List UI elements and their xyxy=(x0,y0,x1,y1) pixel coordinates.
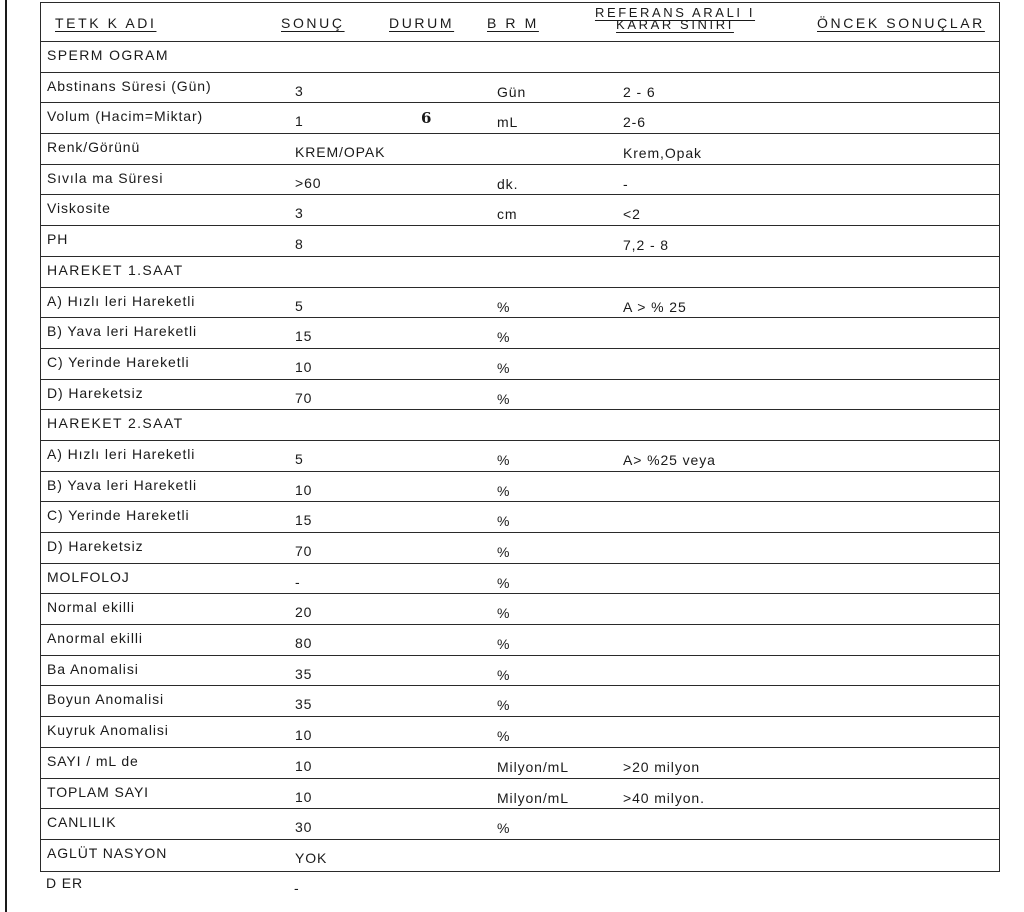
cell-result: 70 xyxy=(295,543,313,559)
table-row xyxy=(41,318,999,349)
cell-reference: Krem,Opak xyxy=(623,145,702,162)
cell-result: 15 xyxy=(295,512,313,529)
cell-test-name: A) Hızlı leri Hareketli xyxy=(47,292,196,309)
cell-unit: Milyon/mL xyxy=(497,758,569,775)
table-row xyxy=(41,288,999,319)
cell-result: 1 xyxy=(295,113,304,130)
cell-unit: % xyxy=(497,666,511,683)
cell-result: 80 xyxy=(295,635,313,652)
cell-test-name: SPERM OGRAM xyxy=(47,47,169,63)
table-row xyxy=(41,226,999,257)
cell-test-name: Normal ekilli xyxy=(47,599,135,616)
cell-test-name: Volum (Hacim=Miktar) xyxy=(47,108,204,125)
table-row xyxy=(41,502,999,533)
cell-test-name: D) Hareketsiz xyxy=(47,384,144,401)
table-row xyxy=(41,594,999,625)
cell-test-name: Abstinans Süresi (Gün) xyxy=(47,77,212,94)
cell-result: 35 xyxy=(295,696,313,713)
cell-reference: >40 milyon. xyxy=(623,789,705,806)
cell-test-name: Sıvıla ma Süresi xyxy=(47,169,164,186)
cell-test-name: B) Yava leri Hareketli xyxy=(47,476,197,493)
table-row xyxy=(41,748,999,779)
table-row xyxy=(41,257,999,288)
header-reference xyxy=(587,7,763,31)
table-row xyxy=(41,840,999,871)
cell-result: 30 xyxy=(295,819,313,836)
table-row xyxy=(41,564,999,595)
cell-test-name: D) Hareketsiz xyxy=(47,538,144,554)
cell-test-name: TOPLAM SAYI xyxy=(47,783,149,800)
table-row xyxy=(41,42,999,73)
table-row xyxy=(41,625,999,656)
cell-reference: 2 - 6 xyxy=(623,83,656,100)
table-row xyxy=(41,349,999,380)
cell-test-name: PH xyxy=(47,231,69,248)
cell-reference: A > % 25 xyxy=(623,298,687,315)
cell-status: 6 xyxy=(421,109,433,128)
header-status: DURUM xyxy=(389,15,455,31)
cell-result: 35 xyxy=(295,665,313,682)
cell-result: 3 xyxy=(295,82,304,99)
table-row xyxy=(41,809,999,840)
cell-test-name: AGLÜT NASYON xyxy=(47,844,168,861)
table-row xyxy=(41,717,999,748)
table-row xyxy=(41,779,999,810)
cell-reference: >20 milyon xyxy=(623,758,701,775)
page-edge-line xyxy=(5,0,7,912)
cell-result: 70 xyxy=(295,389,313,406)
cell-result: 5 xyxy=(295,450,304,467)
cell-unit: % xyxy=(497,544,511,560)
cell-test-name: Renk/Görünü xyxy=(47,139,141,156)
table-body xyxy=(41,42,999,871)
cell-result: 8 xyxy=(295,236,304,253)
table-row xyxy=(41,73,999,104)
header-result: SONUÇ xyxy=(281,15,345,31)
table-row xyxy=(41,134,999,165)
cell-unit: % xyxy=(497,574,511,591)
cell-test-name: CANLILIK xyxy=(47,814,117,831)
table-row-footer xyxy=(40,870,1000,900)
cell-unit: % xyxy=(497,636,511,653)
cell-unit: mL xyxy=(497,114,519,131)
cell-result: 3 xyxy=(295,205,304,222)
cell-unit: % xyxy=(497,329,511,346)
cell-unit: % xyxy=(497,513,511,530)
cell-test-name: D ER xyxy=(46,875,84,891)
cell-result: - xyxy=(294,880,300,896)
table-row xyxy=(41,441,999,472)
cell-result: KREM/OPAK xyxy=(295,144,386,161)
cell-test-name: C) Yerinde Hareketli xyxy=(47,353,190,370)
cell-result: 10 xyxy=(295,757,313,774)
cell-test-name: MOLFOLOJ xyxy=(47,568,130,585)
cell-unit: % xyxy=(497,298,511,315)
cell-test-name: HAREKET 1.SAAT xyxy=(47,261,184,278)
header-unit: B R M xyxy=(487,15,539,31)
semen-analysis-table xyxy=(40,2,1000,872)
cell-result: - xyxy=(295,573,301,590)
cell-test-name: Viskosite xyxy=(47,200,111,217)
cell-unit: Milyon/mL xyxy=(497,789,569,806)
cell-result: >60 xyxy=(295,174,322,191)
cell-result: 10 xyxy=(295,358,313,375)
cell-unit: Gün xyxy=(497,83,527,100)
cell-result: 10 xyxy=(295,481,313,498)
table-header xyxy=(41,3,999,42)
cell-result: 10 xyxy=(295,727,313,744)
cell-unit: cm xyxy=(497,206,518,223)
cell-reference: - xyxy=(623,175,629,192)
table-row xyxy=(41,410,999,441)
cell-test-name: HAREKET 2.SAAT xyxy=(47,415,184,432)
cell-unit: dk. xyxy=(497,175,519,192)
header-previous-results: ÖNCEK SONUÇLAR xyxy=(817,15,985,31)
cell-reference: <2 xyxy=(623,206,641,223)
table-row xyxy=(41,380,999,411)
cell-unit: % xyxy=(497,605,511,622)
cell-unit: % xyxy=(497,451,511,468)
cell-test-name: Ba Anomalisi xyxy=(47,660,139,677)
table-row xyxy=(41,195,999,226)
cell-unit: % xyxy=(497,820,511,837)
cell-test-name: Anormal ekilli xyxy=(47,630,143,647)
cell-test-name: SAYI / mL de xyxy=(47,752,139,769)
cell-test-name: B) Yava leri Hareketli xyxy=(47,323,197,340)
cell-reference: 2-6 xyxy=(623,114,646,131)
cell-unit: % xyxy=(497,482,511,499)
header-test-name: TETK K ADI xyxy=(55,15,157,31)
header-reference-line2: KARAR SINIRI xyxy=(616,17,734,32)
header-reference-line1: REFERANS ARALI I xyxy=(594,5,756,20)
table-row xyxy=(41,472,999,503)
cell-test-name: Kuyruk Anomalisi xyxy=(47,722,169,739)
cell-result: 15 xyxy=(295,328,313,345)
cell-test-name: A) Hızlı leri Hareketli xyxy=(47,445,196,462)
cell-reference: 7,2 - 8 xyxy=(623,237,669,254)
cell-reference: A> %25 veya xyxy=(623,451,716,468)
table-row xyxy=(41,533,999,564)
cell-unit: % xyxy=(497,390,511,407)
cell-unit: % xyxy=(497,697,511,714)
cell-unit: % xyxy=(497,359,511,376)
table-row xyxy=(41,165,999,196)
table-row xyxy=(41,656,999,687)
cell-result: 10 xyxy=(295,788,313,805)
cell-result: 5 xyxy=(295,297,304,314)
cell-unit: % xyxy=(497,728,511,745)
table-row xyxy=(41,103,999,134)
cell-test-name: C) Yerinde Hareketli xyxy=(47,507,190,524)
table-row xyxy=(41,686,999,717)
cell-test-name: Boyun Anomalisi xyxy=(47,691,165,708)
cell-result: 20 xyxy=(295,604,313,621)
cell-result: YOK xyxy=(295,849,328,866)
